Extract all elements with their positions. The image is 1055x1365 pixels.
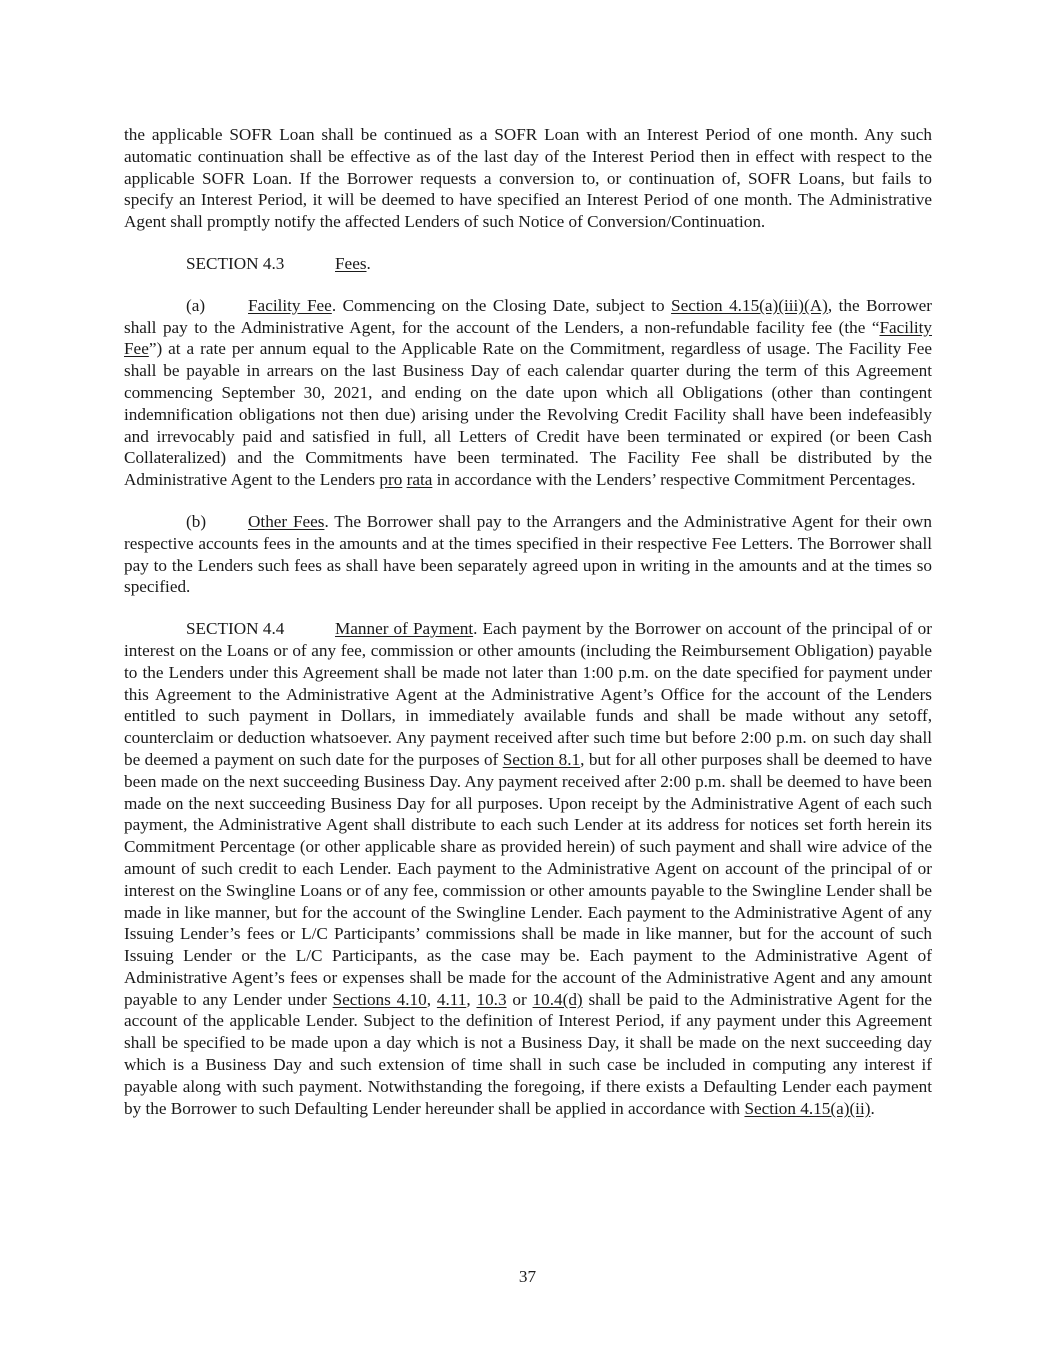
cross-reference: Sections 4.10: [332, 989, 427, 1009]
paragraph-b-other-fees: (b) Other Fees. The Borrower shall pay to the Arrangers and the Administrative Agent for their own respective accounts fees in the amounts and at the times specified in their respective Fee Letters. The Borrower shall pay to the Lenders such fees as shall have been separately agreed upon in writing in the amounts and at the times so specified.: [124, 511, 932, 597]
section-number: SECTION 4.3: [186, 253, 285, 273]
section-title: Manner of Payment: [335, 619, 474, 639]
defined-term: Facility Fee: [124, 317, 932, 359]
latin-term-pro: pro: [379, 470, 403, 490]
latin-term-rata: rata: [406, 470, 433, 490]
cross-reference: 10.3: [476, 989, 507, 1009]
section-title: Fees: [335, 253, 367, 273]
cross-reference: 4.11: [436, 989, 467, 1009]
cross-reference: Section 4.15(a)(iii)(A): [671, 295, 828, 315]
cross-reference: Section 4.15(a)(ii): [744, 1098, 871, 1118]
page-body: [124, 124, 932, 1119]
continuation-paragraph: the applicable SOFR Loan shall be continued as a SOFR Loan with an Interest Period of one month. Any such automatic continuation shall be effective as of the last day of the Interest Period then in effect with respect to the applicable SOFR Loan. If the Borrower requests a conversion to, or continuation of, SOFR Loans, but fails to specify an Interest Period, it will be deemed to have specified an Interest Period of one month. The Administrative Agent shall promptly notify the affected Lenders of such Notice of Conversion/Continuation.: [124, 125, 932, 232]
cross-reference: 10.4(d): [532, 989, 583, 1009]
section-4-3-heading: SECTION 4.3 Fees.: [186, 253, 371, 273]
page-number: 37: [518, 1267, 537, 1286]
paragraph-heading: Facility Fee: [248, 295, 332, 315]
section-4-4-manner-of-payment: SECTION 4.4 Manner of Payment. Each payment by the Borrower on account of the principal of or interest on the Loans or of any fee, commission or other amounts (including the Reimbursement Obligation) payable to the Lenders under this Agreement shall be made not later than 1:00 p.m. on the date specified for payment under this Agreement to the Administrative Agent at the Administrative Agent’s Office for the account of the Lenders entitled to such payment in Dollars, in immediately available funds and shall be made without any setoff, counterclaim or deduction whatsoever. Any payment received after such time but before 2:00 p.m. on such day shall be deemed a payment on such date for the purposes of Section 8.1, but for all other purposes shall be deemed to have been made on the next succeeding Business Day. Any payment received after 2:00 p.m. shall be deemed to have been made on the next succeeding Business Day for all purposes. Upon receipt by the Administrative Agent of each such payment, the Administrative Agent shall distribute to each such Lender at its address for notices set forth herein its Commitment Percentage (or other applicable share as provided herein) of such payment and shall wire advice of the amount of such credit to each Lender. Each payment to the Administrative Agent on account of the principal of or interest on the Swingline Loans or of any fee, commission or other amounts payable to the Swingline Lender shall be made in like manner, but for the account of the Swingline Lender. Each payment to the Administrative Agent of any Issuing Lender’s fees or L/C Participants’ commissions shall be made in like manner, but for the account of such Issuing Lender or the L/C Participants, as the case may be. Each payment to the Administrative Agent of Administrative Agent’s fees or expenses shall be made for the account of the Administrative Agent and any amount payable to any Lender under Sections 4.10, 4.11, 10.3 or 10.4(d) shall be paid to the Administrative Agent for the account of the applicable Lender. Subject to the definition of Interest Period, if any payment under this Agreement shall be specified to be made upon a day which is not a Business Day, it shall be made on the next succeeding day which is a Business Day and such extension of time shall in such case be included in computing any interest if payable along with such payment. Notwithstanding the foregoing, if there exists a Defaulting Lender each payment by the Borrower to such Defaulting Lender hereunder shall be applied in accordance with Section 4.15(a)(ii).: [124, 619, 933, 1118]
paragraph-label: (b): [186, 511, 207, 531]
paragraph-label: (a): [186, 295, 206, 315]
paragraph-a-facility-fee: (a) Facility Fee. Commencing on the Closing Date, subject to Section 4.15(a)(iii)(A), the Borrower shall pay to the Administrative Agent, for the account of the Lenders, a non-refundable facility fee (the “Facility Fee”) at a rate per annum equal to the Applicable Rate on the Commitment, regardless of usage. The Facility Fee shall be payable in arrears on the last Business Day of each calendar quarter during the term of this Agreement commencing September 30, 2021, and ending on the date upon which all Obligations (other than contingent indemnification obligations not then due) arising under the Revolving Credit Facility shall have been indefeasibly and irrevocably paid and satisfied in full, all Letters of Credit have been terminated or expired (or been Cash Collateralized) and the Commitments have been terminated. The Facility Fee shall be distributed by the Administrative Agent to the Lenders pro rata in accordance with the Lenders’ respective Commitment Percentages.: [124, 295, 932, 490]
paragraph-heading: Other Fees: [248, 511, 325, 531]
section-number: SECTION 4.4: [186, 619, 285, 639]
cross-reference: Section 8.1: [502, 749, 581, 769]
